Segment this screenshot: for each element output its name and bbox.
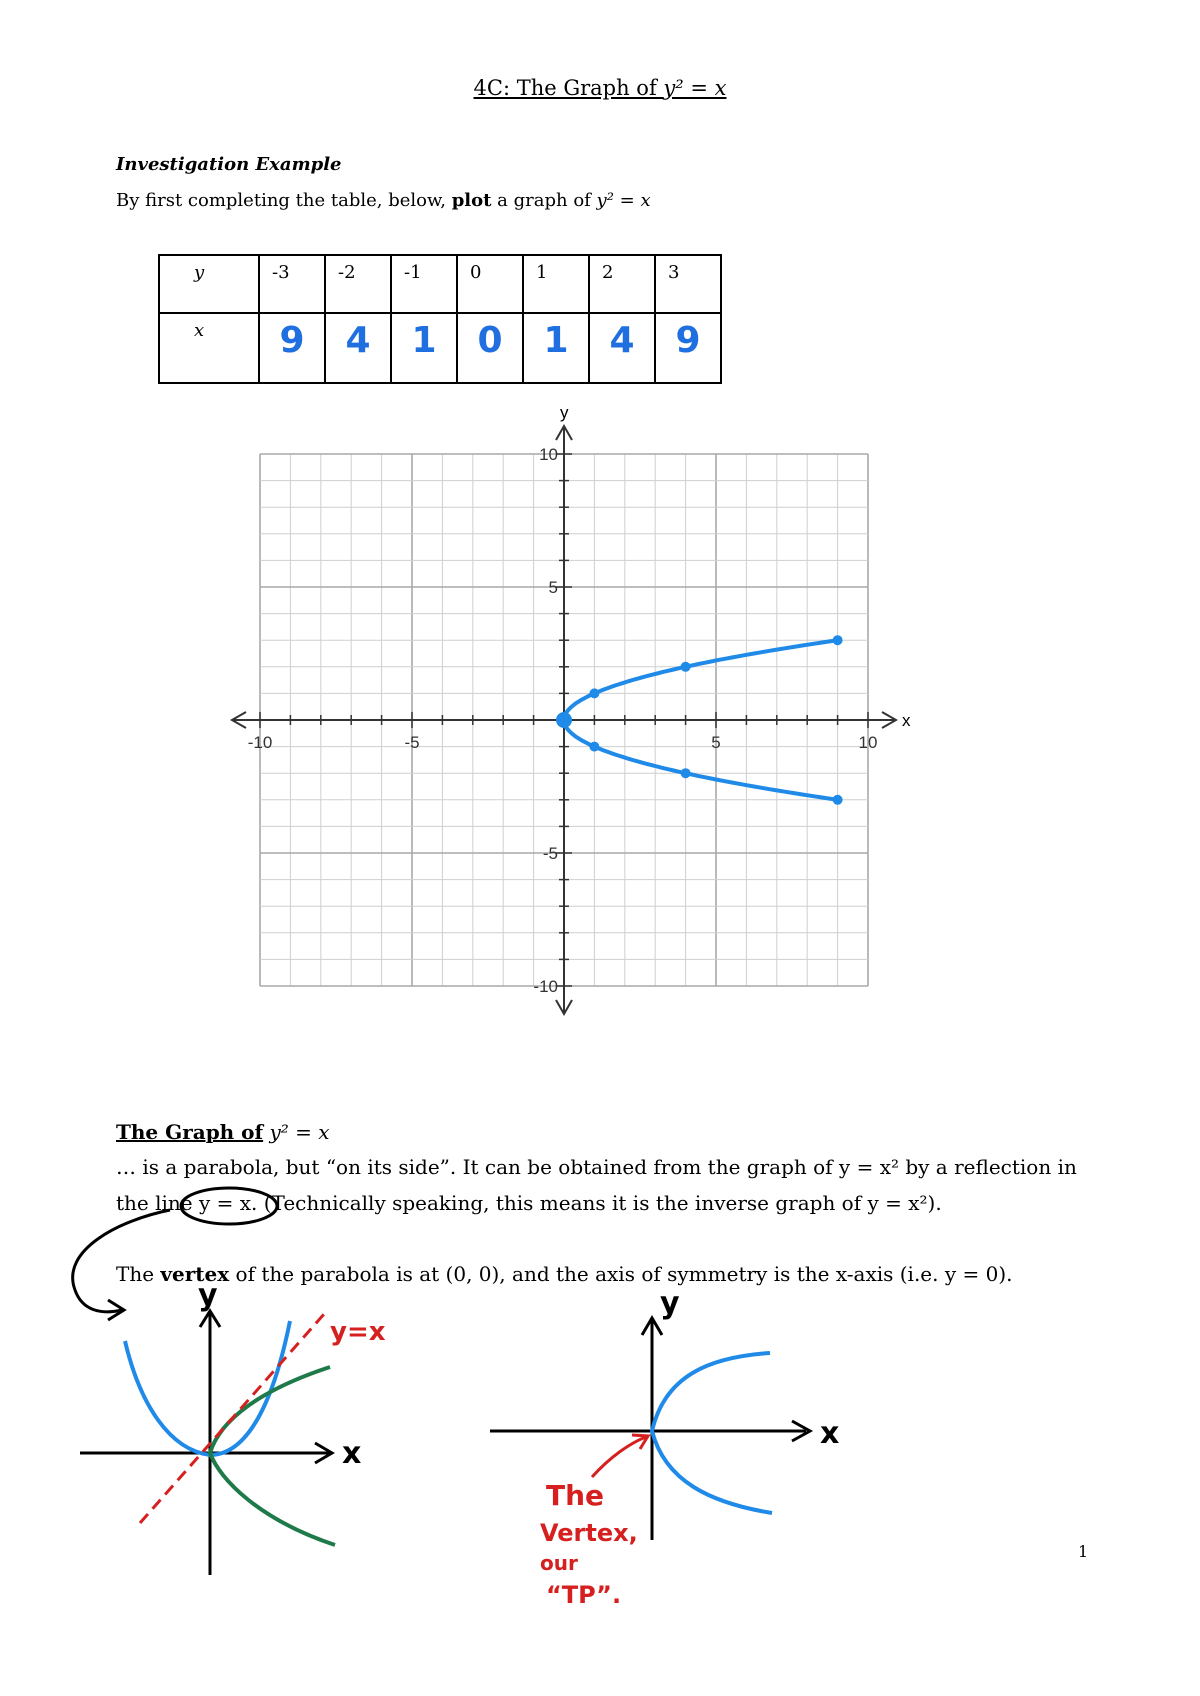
table-cell: -1	[391, 255, 457, 313]
section-heading: Investigation Example	[116, 154, 342, 175]
x-axis-label: x	[902, 711, 911, 730]
sketch1-y-label: y	[198, 1285, 218, 1313]
paragraph-line-3: The vertex of the parabola is at (0, 0), and the axis of symmetry is the x-axis (i.e. y = 0).	[116, 1262, 1013, 1286]
x-tick-label: -10	[247, 733, 273, 752]
table-cell-handwritten: 9	[655, 313, 721, 383]
vertex-note-2: Vertex,	[540, 1519, 638, 1547]
sketch-reflection	[60, 1285, 440, 1585]
paragraph-line-2: the line y = x. (Technically speaking, this means it is the inverse graph of y = x²).	[116, 1191, 942, 1215]
sketch1-x-label: x	[342, 1436, 362, 1471]
plot-point	[681, 662, 691, 672]
vertex-pointer-arrow	[592, 1437, 646, 1477]
table-cell-handwritten: 0	[457, 313, 523, 383]
plot-point	[589, 688, 599, 698]
plot-point	[833, 795, 843, 805]
plot-point	[556, 712, 572, 728]
table-cell-handwritten: 1	[391, 313, 457, 383]
table-cell-handwritten: 9	[259, 313, 325, 383]
parabola-sideways	[210, 1367, 335, 1545]
table-cell-handwritten: 4	[589, 313, 655, 383]
x-tick-label: -5	[404, 733, 420, 752]
line-y-equals-x	[140, 1313, 325, 1523]
plot-point	[681, 768, 691, 778]
sketch2-x-label: x	[820, 1416, 840, 1451]
table-row-label: y	[159, 255, 259, 313]
table-cell: 2	[589, 255, 655, 313]
table-cell: -2	[325, 255, 391, 313]
table-cell-handwritten: 4	[325, 313, 391, 383]
y-tick-label: -10	[533, 977, 558, 996]
sketch2-y-label: y	[660, 1286, 680, 1321]
table-cell: 3	[655, 255, 721, 313]
plot-point	[589, 742, 599, 752]
plot-point	[833, 635, 843, 645]
y-tick-label: 5	[548, 578, 558, 597]
vertex-note-3: our	[540, 1551, 578, 1575]
x-tick-label: 10	[858, 733, 878, 752]
circle-mark	[181, 1188, 277, 1224]
table-cell: 0	[457, 255, 523, 313]
table-row-label: x	[159, 313, 259, 383]
y-axis-label: y	[560, 403, 569, 422]
sketch1-line-label: y=x	[330, 1317, 386, 1347]
graph-heading: The Graph of y² = x	[116, 1120, 330, 1144]
paragraph-line-1: … is a parabola, but “on its side”. It can be obtained from the graph of y = x² by a reflection in	[116, 1155, 1077, 1179]
parabola-upright	[125, 1321, 290, 1455]
page-number: 1	[1078, 1542, 1089, 1561]
table-cell-handwritten: 1	[523, 313, 589, 383]
y-tick-label: -5	[542, 844, 558, 863]
table-cell: -3	[259, 255, 325, 313]
instruction-text: By first completing the table, below, plot a graph of y² = x	[116, 190, 651, 211]
y-tick-label: 10	[539, 445, 558, 464]
vertex-note-1: The	[546, 1479, 605, 1512]
vertex-note-4: “TP”.	[546, 1581, 622, 1609]
page-title: 4C: The Graph of y² = x	[473, 76, 727, 100]
table-cell: 1	[523, 255, 589, 313]
x-tick-label: 5	[711, 733, 721, 752]
parabola-sideways	[652, 1353, 772, 1513]
sketch-vertex	[480, 1285, 860, 1615]
